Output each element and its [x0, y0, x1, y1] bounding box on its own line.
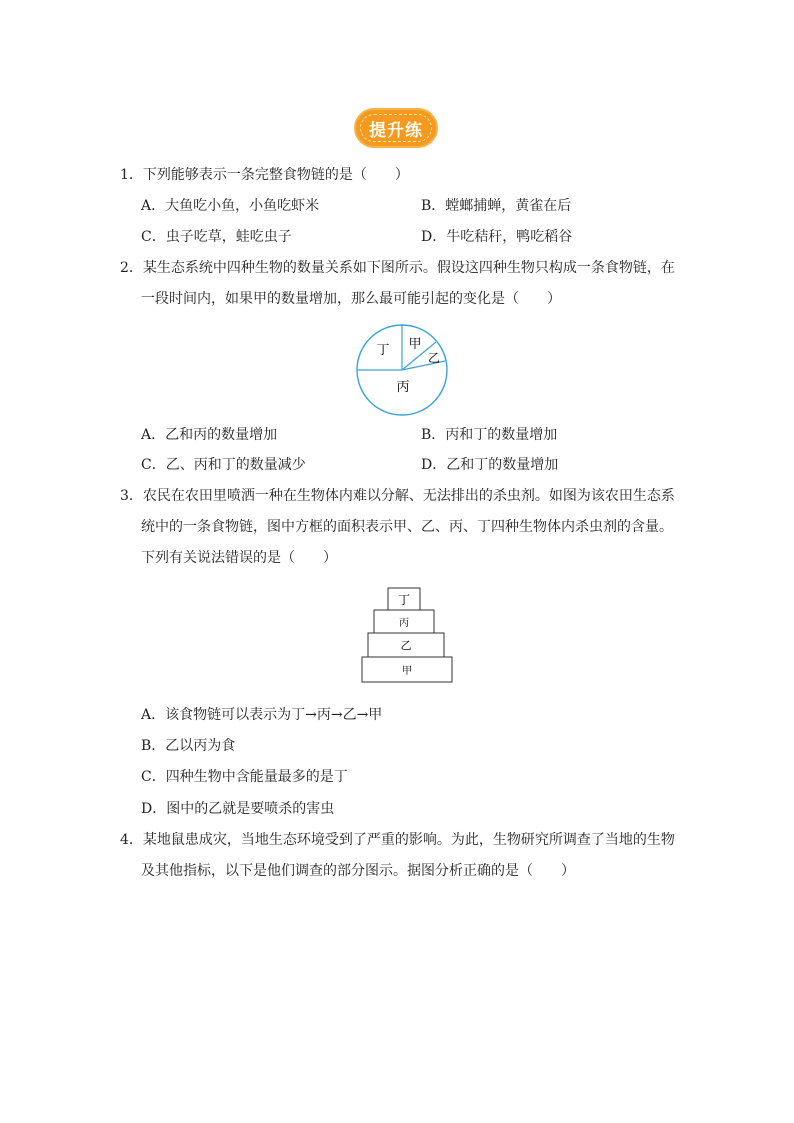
question-1-option-b: B．螳螂捕蝉，黄雀在后	[421, 198, 572, 214]
pyramid-label-ding: 丁	[397, 593, 411, 607]
question-3-option-c: C．四种生物中含能量最多的是丁	[141, 769, 348, 785]
question-2-option-a: A．乙和丙的数量增加	[141, 427, 278, 443]
question-4-stem-line-2: 及其他指标，以下是他们调查的部分图示。据图分析正确的是（ ）	[141, 863, 575, 879]
question-3-option-b: B．乙以丙为食	[141, 738, 236, 754]
question-2-stem-line-2: 一段时间内，如果甲的数量增加，那么最可能引起的变化是（ ）	[141, 291, 561, 307]
question-1-option-a: A．大鱼吃小鱼，小鱼吃虾米	[141, 198, 320, 214]
question-3-stem-line-3: 下列有关说法错误的是（ ）	[141, 550, 337, 566]
question-2-option-b: B．丙和丁的数量增加	[421, 427, 558, 443]
pie-label-bing: 丙	[396, 380, 410, 395]
question-3-stem-line-2: 统中的一条食物链，图中方框的面积表示甲、乙、丙、丁四种生物体内杀虫剂的含量。	[141, 519, 673, 535]
section-title: 提升练	[369, 120, 423, 141]
pyramid-label-jia: 甲	[402, 666, 412, 677]
pie-label-yi: 乙	[427, 351, 441, 365]
question-2-stem-line-1: 2．某生态系统中四种生物的数量关系如下图所示。假设这四种生物只构成一条食物链，在	[120, 260, 675, 276]
pesticide-pyramid-figure	[360, 587, 456, 685]
population-pie-figure	[355, 323, 449, 417]
question-1-stem: 1．下列能够表示一条完整食物链的是（ ）	[120, 167, 409, 183]
question-3-stem-line-1: 3．农民在农田里喷洒一种在生物体内难以分解、无法排出的杀虫剂。如图为该农田生态系	[120, 488, 675, 504]
question-2-option-d: D．乙和丁的数量增加	[421, 457, 559, 473]
section-badge	[354, 108, 438, 148]
pie-label-ding: 丁	[376, 343, 390, 358]
pyramid-label-bing: 丙	[399, 618, 409, 629]
question-2-option-c: C．乙、丙和丁的数量减少	[141, 457, 306, 473]
question-1-option-c: C．虫子吃草，蛙吃虫子	[141, 229, 292, 245]
question-1-option-d: D．牛吃秸秆，鸭吃稻谷	[421, 229, 573, 245]
pyramid-label-yi: 乙	[400, 639, 412, 652]
pie-label-jia: 甲	[408, 337, 422, 352]
question-3-option-a: A．该食物链可以表示为丁→丙→乙→甲	[141, 707, 383, 723]
question-3-option-d: D．图中的乙就是要喷杀的害虫	[141, 801, 335, 817]
question-4-stem-line-1: 4．某地鼠患成灾，当地生态环境受到了严重的影响。为此，生物研究所调查了当地的生物	[120, 832, 675, 848]
